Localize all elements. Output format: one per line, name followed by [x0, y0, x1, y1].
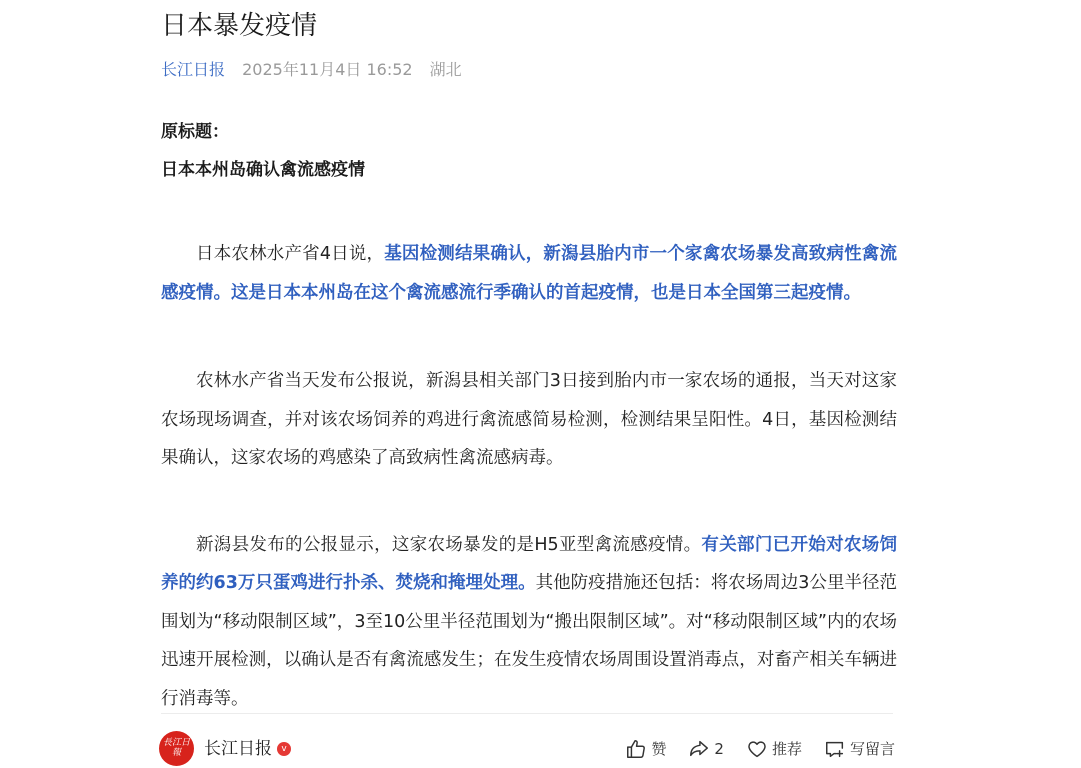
paragraph-2-text: 农林水产省当天发布公报说，新潟县相关部门3日接到胎内市一家农场的通报，当天对这家农场现场调查，并对该农场饲养的鸡进行禽流感简易检测，检测结果呈阳性。4日，基因检测结果确认，这家农场的鸡感染了高致病性禽流感病毒。: [161, 371, 897, 468]
comment-edit-icon: [824, 738, 846, 760]
article-footer: [159, 731, 899, 767]
recommend-label: 推荐: [771, 740, 802, 758]
article-meta: [161, 58, 462, 82]
share-count: 2: [714, 740, 724, 758]
paragraph-3-text-b: 其他防疫措施还包括：将农场周边3公里半径范围划为“移动限制区域”，3至10公里半径范围划为“搬出限制区域”。对“移动限制区域”内的农场迅速开展检测，以确认是否有禽流感发生；在发生疫情农场周围设置消毒点，对畜产相关车辆进行消毒等。: [161, 573, 897, 709]
source-link[interactable]: 长江日报: [161, 60, 226, 79]
paragraph-3: [161, 526, 897, 719]
account-avatar[interactable]: [159, 731, 194, 766]
share-button[interactable]: [688, 738, 724, 760]
paragraph-3-highlight: 有关部门已开始对农场饲养的约63万只蛋鸡进行扑杀、焚烧和掩埋处理。: [161, 534, 898, 593]
footer-divider: [161, 713, 893, 714]
comment-label: 写留言: [849, 740, 895, 758]
publish-time: 2025年11月4日 16:52: [242, 60, 413, 79]
action-bar: [603, 737, 895, 761]
paragraph-2: [161, 362, 897, 478]
paragraph-3-text-a: 新潟县发布的公报显示，这家农场暴发的是H5亚型禽流感疫情。: [196, 534, 702, 555]
paragraph-1-highlight: 基因检测结果确认，新潟县胎内市一个家禽农场暴发高致病性禽流感疫情。这是日本本州岛在这个禽流感流行季确认的首起疫情，也是日本全国第三起疫情。: [161, 244, 898, 303]
article-body: [161, 118, 897, 718]
comment-button[interactable]: [824, 738, 895, 760]
original-title: 日本本州岛确认禽流感疫情: [161, 160, 365, 180]
like-button[interactable]: [625, 738, 666, 760]
heart-icon: [746, 738, 768, 760]
publish-location: 湖北: [429, 60, 462, 79]
share-icon: [688, 738, 710, 760]
paragraph-1: [161, 235, 897, 312]
like-label: 赞: [651, 740, 667, 758]
avatar-logo-text: 長江日報: [163, 738, 191, 758]
article-title: 日本暴发疫情: [161, 11, 318, 41]
recommend-button[interactable]: [746, 738, 802, 760]
paragraph-1-text: 日本农林水产省4日说，: [196, 244, 385, 264]
account-name[interactable]: 长江日报: [204, 739, 272, 759]
thumbs-up-icon: [625, 738, 647, 760]
verified-badge-icon: v: [277, 742, 291, 756]
original-title-label: 原标题：: [161, 122, 229, 142]
